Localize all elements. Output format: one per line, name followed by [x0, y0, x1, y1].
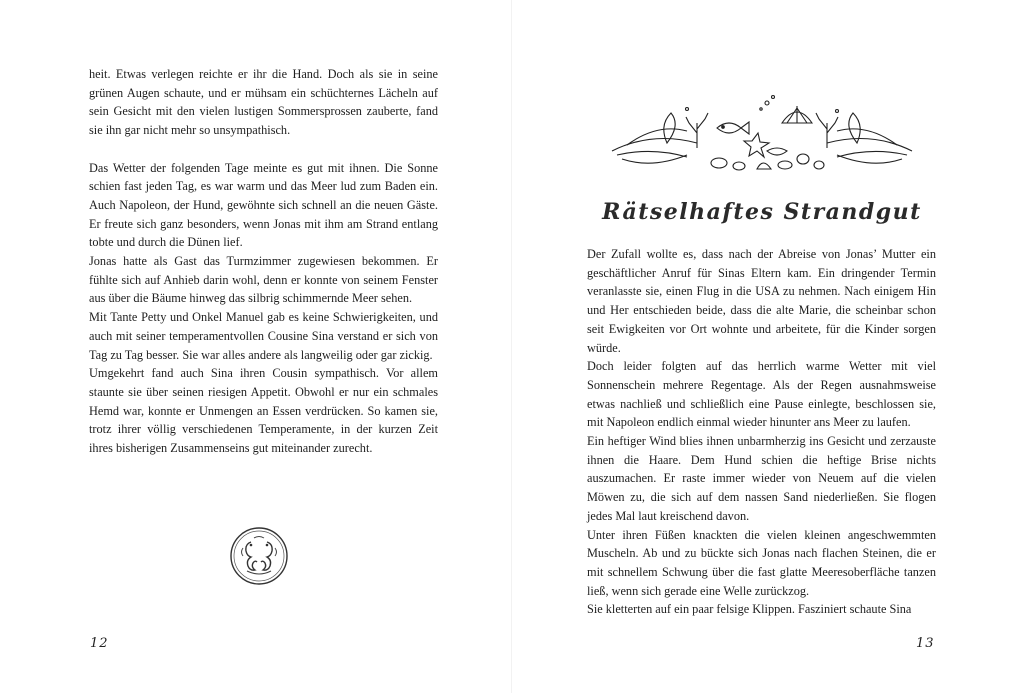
right-page: [512, 0, 1024, 693]
paragraph: Doch leider folgten auf das herrlich warme Wetter mit viel Sonnenschein mehrere Regentage. Als der Regen ausnahmsweise etwas nachließ und schließlich eine Pause einlegte, beschlossen sie, mit Napoleon endlich einmal wieder hinunter ans Meer zu laufen.: [587, 359, 936, 430]
page-number: 12: [90, 636, 109, 651]
paragraph: Der Zufall wollte es, dass nach der Abreise von Jonas’ Mutter ein geschäftlicher Anruf für Sinas Eltern kam. Ein dringender Termin veranlasste sie, einen Flug in die USA zu nehmen. Nach einigem Hin und Her entschieden beide, dass die alte Marie, die scheinbar schon seit Ewigkeiten vor Ort wohnte und arbeitete, für die Kinder sorgen würde.: [587, 247, 936, 355]
seahorse-emblem-icon: [229, 526, 289, 586]
paragraph: Ein heftiger Wind blies ihnen unbarmherzig ins Gesicht und zerzauste ihnen die Haare. Dem Hund schien die heftige Brise nichts auszumachen. Er raste immer wieder von Neuem auf die vielen Möwen zu, die sich auf dem nassen Sand niederließen. Sie flogen jedes Mal laut kreischend davon.: [587, 434, 936, 523]
chapter-title: Rätselhaftes Strandgut: [602, 199, 922, 225]
sea-life-vignette-icon: [607, 93, 917, 185]
paragraph: Jonas hatte als Gast das Turmzimmer zugewiesen bekommen. Er fühlte sich auf Anhieb darin wohl, denn er konnte von seinem Fenster aus über die Bäume hinweg das silbrig schimmernde Meer sehen.: [89, 254, 438, 306]
paragraph: Mit Tante Petty und Onkel Manuel gab es keine Schwierigkeiten, und auch mit seiner temperamentvollen Cousine Sina verstand er sich von Tag zu Tag besser. Sie war alles andere als langweilig oder gar zickig.: [89, 310, 438, 362]
right-page-body: [587, 245, 936, 619]
paragraph: Das Wetter der folgenden Tage meinte es gut mit ihnen. Die Sonne schien fast jeden Tag, es war warm und das Meer lud zum Baden ein. Auch Napoleon, der Hund, gewöhnte sich schnell an die neuen Gäste. Er freute sich ganz besonders, wenn Jonas mit ihm am Strand entlang tobte und durch die Dünen lief.: [89, 160, 438, 250]
paragraph: heit. Etwas verlegen reichte er ihr die Hand. Doch als sie in seine grünen Augen schaute, und er mühsam ein schüchternes Lächeln auf sein Gesicht mit den vielen lustigen Sommersprossen zauberte, fand sie ihn gar nicht mehr so unsympathisch.: [89, 67, 438, 138]
paragraph: Unter ihren Füßen knackten die vielen kleinen angeschwemmten Muscheln. Ab und zu bückte sich Jonas nach flachen Steinen, die er mit schnellem Schwung über die fast glatte Meeresoberfläche tanzen ließ, wenn sich gerade eine Welle zurückzog.: [587, 527, 936, 598]
left-page-body: [89, 65, 438, 458]
page-number: 13: [916, 636, 935, 651]
paragraph: Sie kletterten auf ein paar felsige Klippen. Fasziniert schaute Sina: [587, 602, 912, 617]
paragraph: Umgekehrt fand auch Sina ihren Cousin sympathisch. Vor allem staunte sie über seinen riesigen Appetit. Obwohl er nur ein schmales Hemd war, konnte er Unmengen an Essen verdrücken. So kamen sie, trotz ihrer völlig verschiedenen Temperamente, in der kurzen Zeit ihres bisherigen Zusammenseins gut miteinander zurecht.: [89, 366, 438, 456]
